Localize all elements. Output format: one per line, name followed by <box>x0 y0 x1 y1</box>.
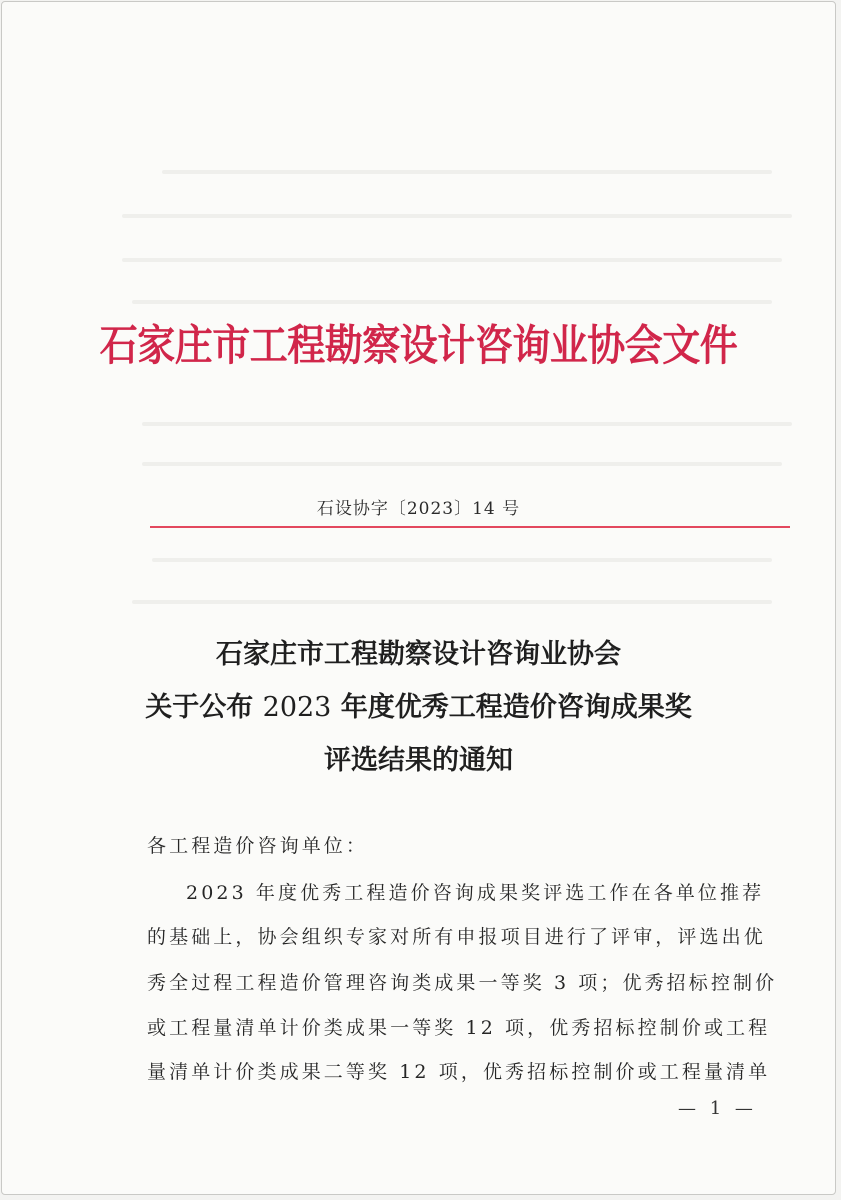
masthead-title: 石家庄市工程勘察设计咨询业协会文件 <box>99 319 738 371</box>
body-paragraph-line: 或工程量清单计价类成果一等奖 12 项，优秀招标控制价或工程 <box>147 1017 771 1039</box>
document-number: 石设协字〔2023〕14 号 <box>316 499 521 519</box>
title-year: 2023 <box>262 692 332 723</box>
notice-title-line-2 <box>2 685 835 724</box>
notice-title-line-1: 石家庄市工程勘察设计咨询业协会 <box>216 639 621 670</box>
body-paragraph-line: 的基础上，协会组织专家对所有申报项目进行了评审，评选出优 <box>147 926 766 948</box>
scan-artifact <box>162 170 772 174</box>
scan-artifact <box>132 600 772 604</box>
red-divider-line <box>150 526 790 528</box>
notice-title-line-3: 评选结果的通知 <box>324 745 513 776</box>
scan-artifact <box>142 462 782 466</box>
body-paragraph-line: 2023 年度优秀工程造价咨询成果奖评选工作在各单位推荐 <box>186 882 765 904</box>
scan-artifact <box>122 258 782 262</box>
body-paragraph-line: 量清单计价类成果二等奖 12 项，优秀招标控制价或工程量清单 <box>147 1061 771 1083</box>
body-paragraph-line: 秀全过程工程造价管理咨询类成果一等奖 3 项；优秀招标控制价 <box>147 972 778 994</box>
salutation: 各工程造价咨询单位： <box>147 835 369 857</box>
scan-artifact <box>122 214 792 218</box>
title-line-2-suffix: 年度优秀工程造价咨询成果奖 <box>331 692 692 723</box>
scan-artifact <box>132 300 772 304</box>
document-page <box>1 1 836 1195</box>
title-line-2-prefix: 关于公布 <box>145 692 263 723</box>
scan-artifact <box>152 558 772 562</box>
page-number: — 1 — <box>678 1098 757 1119</box>
scan-artifact <box>142 422 792 426</box>
